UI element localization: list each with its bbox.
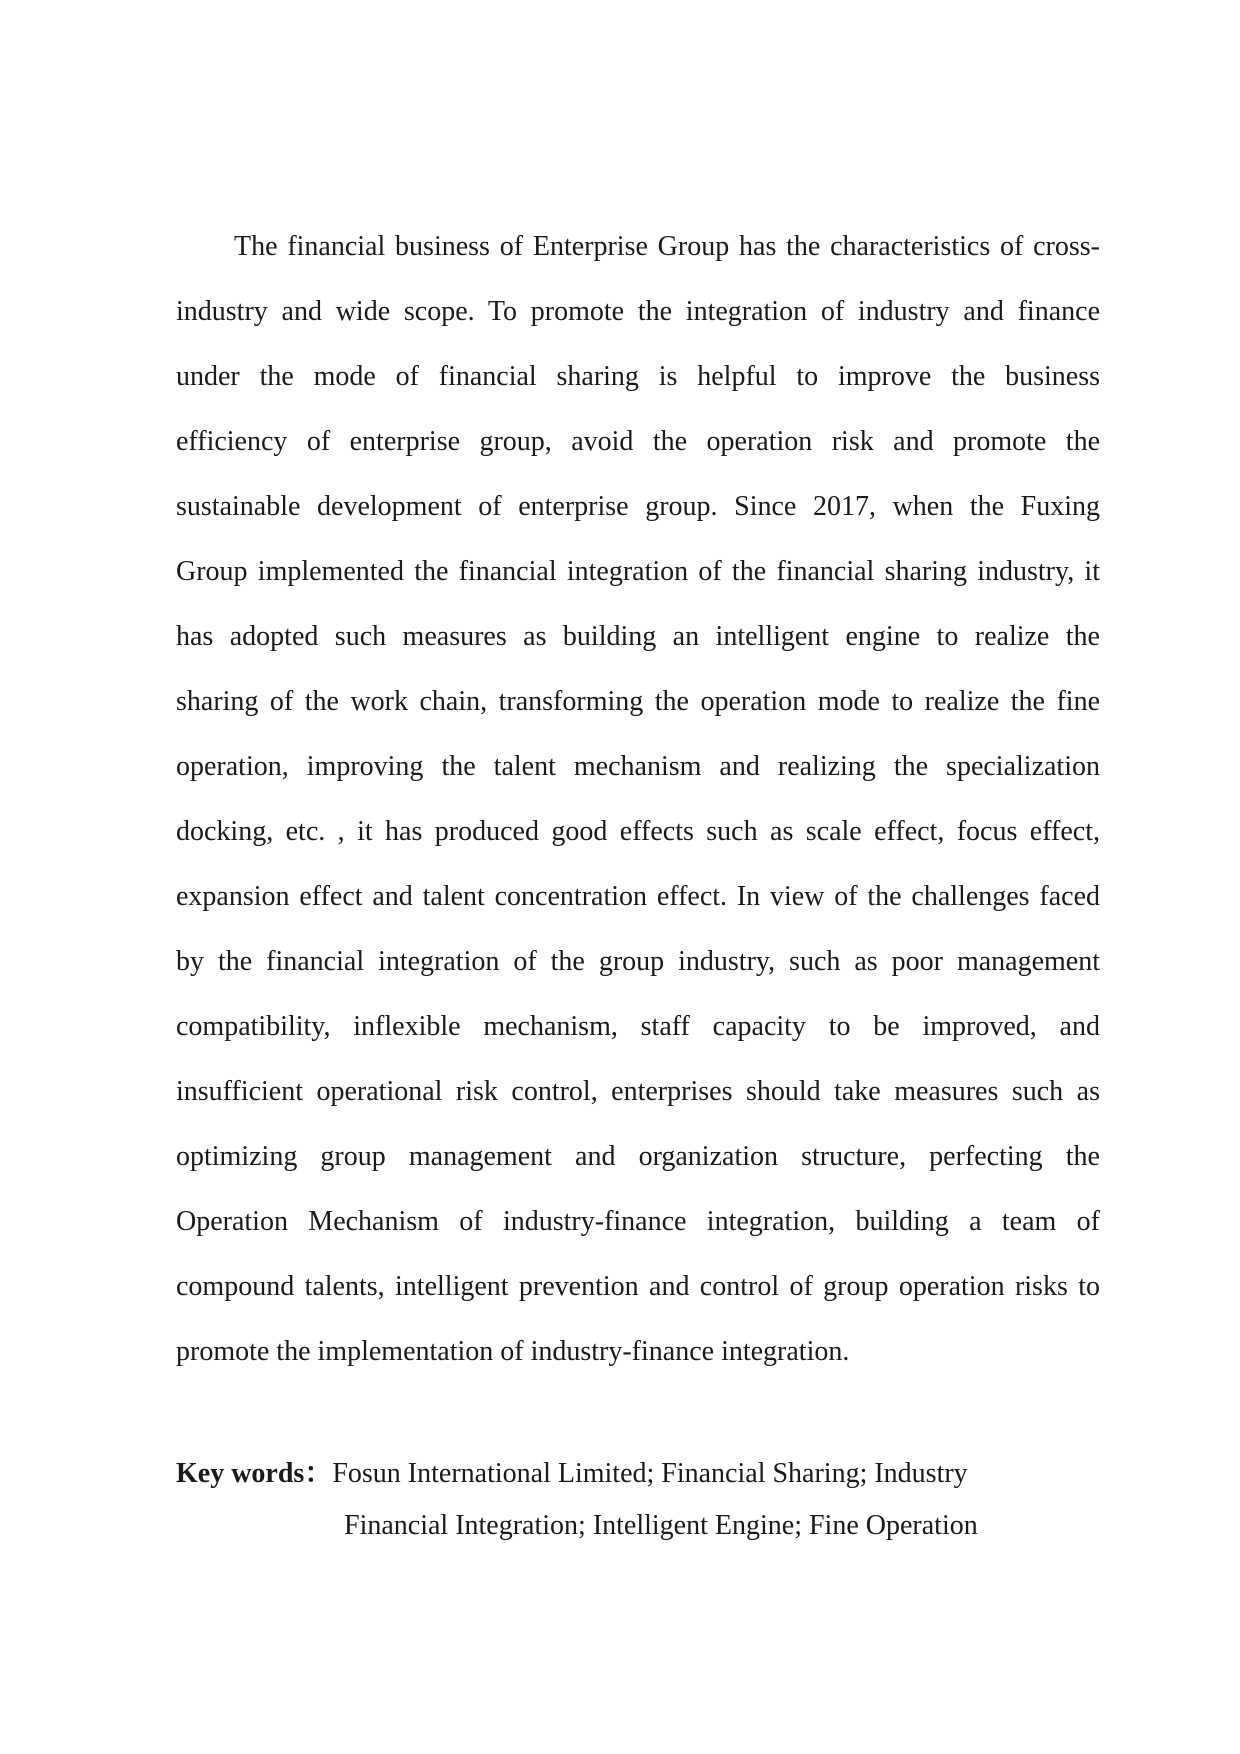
abstract-line: Group implemented the financial integration of the financial sharing industry, it (176, 556, 1100, 587)
abstract-line: sustainable development of enterprise group. Since 2017, when the Fuxing (176, 491, 1100, 522)
abstract-paragraph (176, 214, 1100, 1384)
abstract-line: expansion effect and talent concentration effect. In view of the challenges faced (176, 881, 1100, 912)
abstract-line: under the mode of financial sharing is helpful to improve the business (176, 361, 1100, 392)
abstract-line: industry and wide scope. To promote the integration of industry and finance (176, 296, 1100, 327)
abstract-line: insufficient operational risk control, enterprises should take measures such as (176, 1076, 1100, 1107)
abstract-line: optimizing group management and organization structure, perfecting the (176, 1141, 1100, 1172)
keywords-text: Fosun International Limited; Financial Sharing; Industry (332, 1458, 968, 1489)
abstract-line: Operation Mechanism of industry-finance integration, building a team of (176, 1206, 1100, 1237)
keywords-row (176, 1448, 1100, 1500)
abstract-line: promote the implementation of industry-finance integration. (176, 1336, 850, 1367)
keywords-section (176, 1448, 1100, 1552)
keywords-continuation: Financial Integration; Intelligent Engine; Fine Operation (344, 1510, 978, 1541)
abstract-line: sharing of the work chain, transforming the operation mode to realize the fine (176, 686, 1100, 717)
abstract-line: compatibility, inflexible mechanism, staff capacity to be improved, and (176, 1011, 1100, 1042)
abstract-line: efficiency of enterprise group, avoid the operation risk and promote the (176, 426, 1100, 457)
abstract-line: docking, etc. , it has produced good effects such as scale effect, focus effect, (176, 816, 1100, 847)
abstract-line: by the financial integration of the group industry, such as poor management (176, 946, 1100, 977)
abstract-line: operation, improving the talent mechanism and realizing the specialization (176, 751, 1100, 782)
abstract-line: has adopted such measures as building an intelligent engine to realize the (176, 621, 1100, 652)
abstract-line: compound talents, intelligent prevention and control of group operation risks to (176, 1271, 1100, 1302)
keywords-label: Key words： (176, 1458, 333, 1489)
abstract-line: The financial business of Enterprise Group has the characteristics of cross- (234, 231, 1100, 262)
